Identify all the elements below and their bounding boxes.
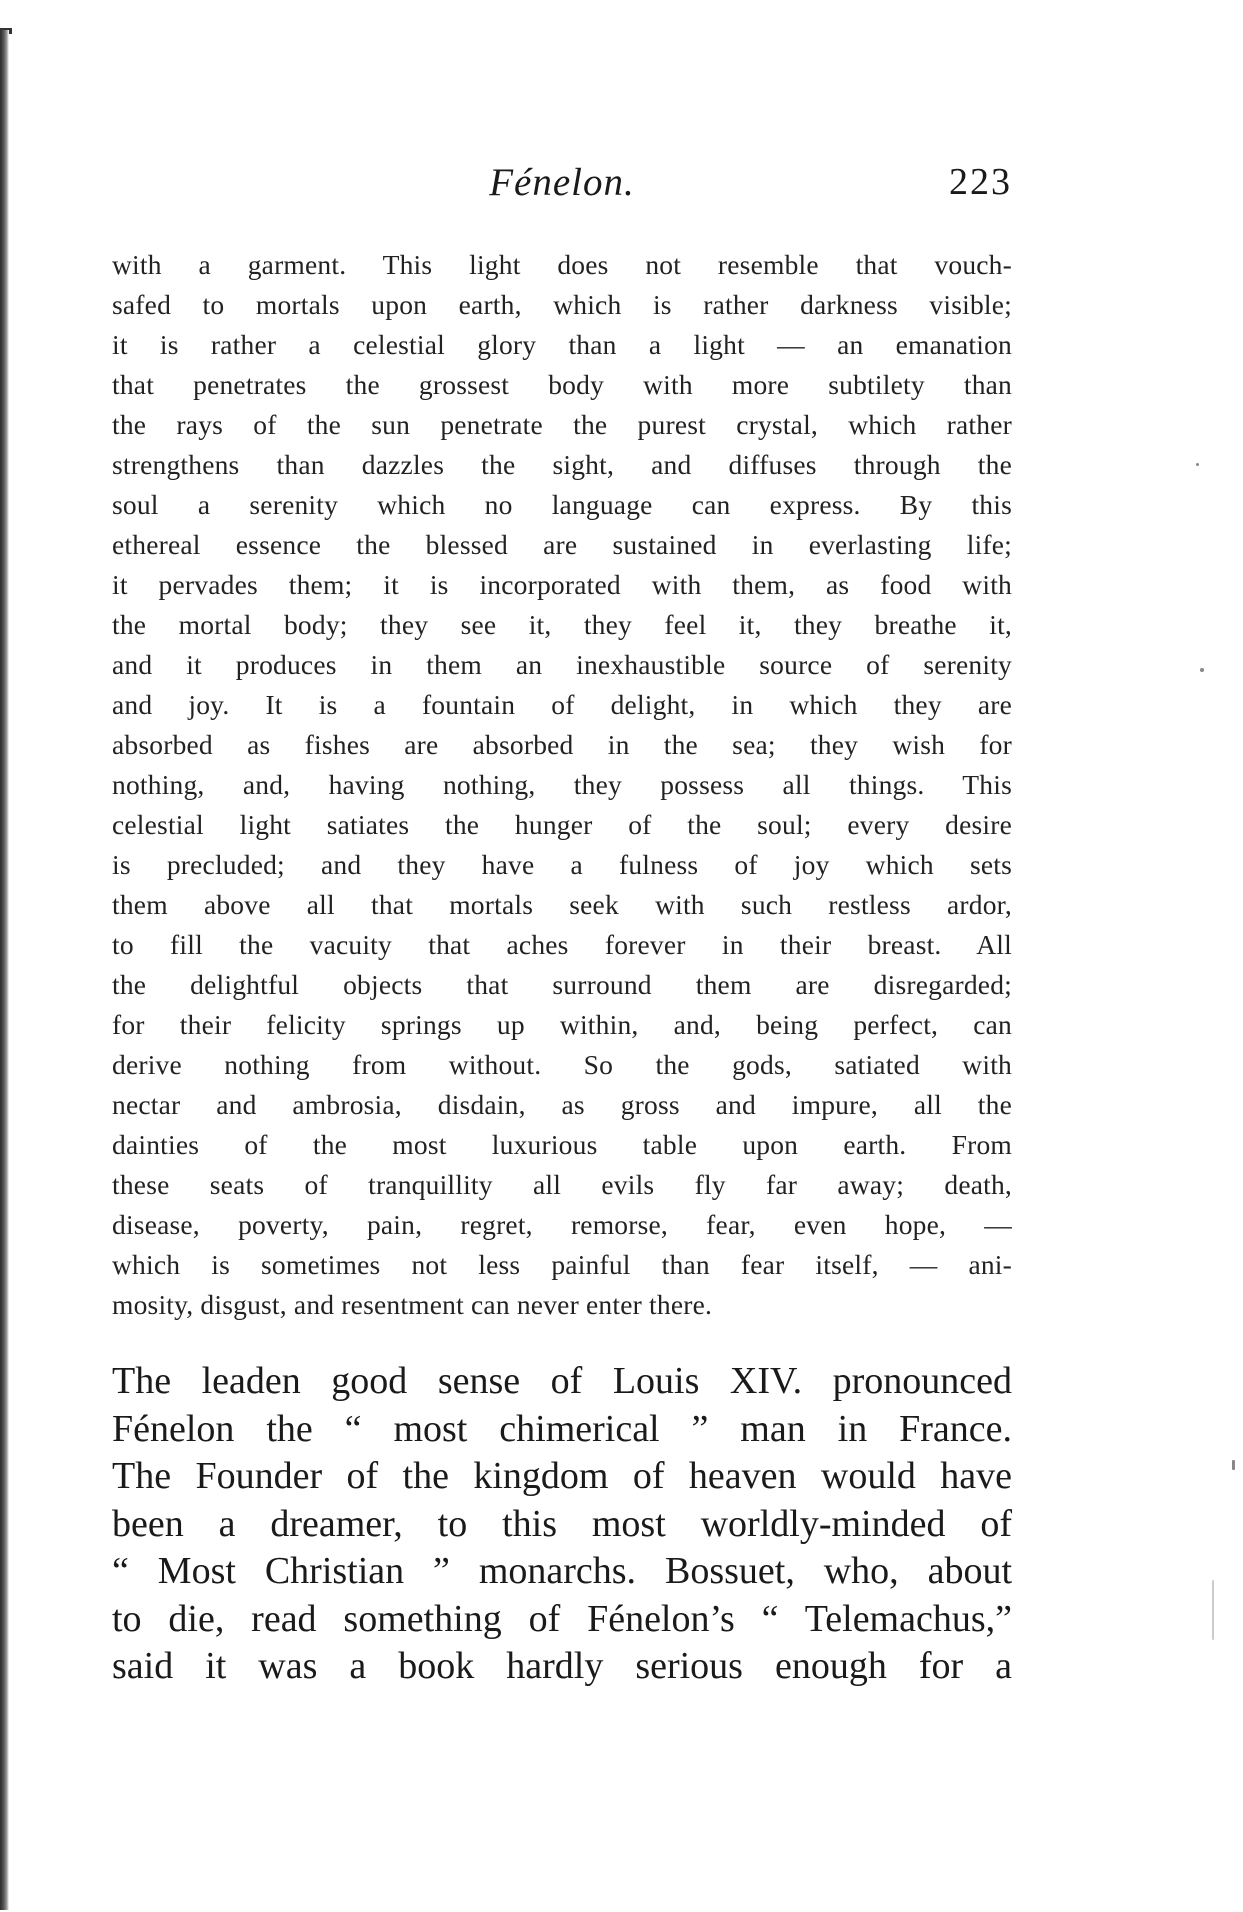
body-line: The leaden good sense of Louis XIV. pronounced bbox=[112, 1360, 1012, 1402]
running-head: Fénelon. bbox=[489, 161, 635, 204]
quote-line: the rays of the sun penetrate the purest crystal, which rather bbox=[112, 409, 1012, 440]
body-paragraph bbox=[112, 1358, 1012, 1691]
scan-speck bbox=[1200, 668, 1204, 672]
body-line: been a dreamer, to this most worldly-minded of bbox=[112, 1502, 1012, 1545]
quote-line: them above all that mortals seek with such restless ardor, bbox=[112, 889, 1012, 920]
quote-line: with a garment. This light does not resemble that vouch- bbox=[112, 249, 1012, 280]
body-line: “ Most Christian ” monarchs. Bossuet, who, about bbox=[112, 1550, 1012, 1592]
quote-line: nectar and ambrosia, disdain, as gross and impure, all the bbox=[112, 1089, 1012, 1120]
quote-line: dainties of the most luxurious table upon earth. From bbox=[112, 1129, 1012, 1160]
quote-line: to fill the vacuity that aches forever in their breast. All bbox=[112, 929, 1012, 960]
quote-line: it is rather a celestial glory than a light — an emanation bbox=[112, 329, 1012, 360]
quote-line: ethereal essence the blessed are sustained in everlasting life; bbox=[112, 529, 1012, 560]
quote-line: mosity, disgust, and resentment can never enter there. bbox=[112, 1289, 713, 1320]
quote-line: soul a serenity which no language can express. By this bbox=[112, 489, 1012, 520]
page-number: 223 bbox=[949, 161, 1012, 203]
scan-speck bbox=[1212, 1580, 1214, 1640]
quote-line: strengthens than dazzles the sight, and diffuses through the bbox=[112, 449, 1012, 480]
scan-speck bbox=[1196, 463, 1199, 466]
scan-binding-edge bbox=[0, 30, 9, 1910]
scan-speck bbox=[1232, 1460, 1235, 1470]
quote-line: and it produces in them an inexhaustible source of serenity bbox=[112, 649, 1012, 680]
quote-line: absorbed as fishes are absorbed in the sea; they wish for bbox=[112, 729, 1012, 760]
body-line: Fénelon the “ most chimerical ” man in France. bbox=[112, 1407, 1012, 1450]
quote-line: the mortal body; they see it, they feel it, they breathe it, bbox=[112, 609, 1012, 640]
quote-line: that penetrates the grossest body with more subtilety than bbox=[112, 369, 1012, 400]
quoted-passage bbox=[112, 245, 1012, 1325]
quote-line: derive nothing from without. So the gods, satiated with bbox=[112, 1049, 1012, 1080]
page-header bbox=[112, 160, 1012, 220]
body-line: to die, read something of Fénelon’s “ Telemachus,” bbox=[112, 1597, 1012, 1640]
body-line: The Founder of the kingdom of heaven would have bbox=[112, 1455, 1012, 1497]
quote-line: these seats of tranquillity all evils fly far away; death, bbox=[112, 1169, 1012, 1200]
quote-line: which is sometimes not less painful than fear itself, — ani- bbox=[112, 1249, 1012, 1280]
quote-line: safed to mortals upon earth, which is rather darkness visible; bbox=[112, 289, 1012, 320]
quote-line: it pervades them; it is incorporated with them, as food with bbox=[112, 569, 1012, 600]
quote-line: nothing, and, having nothing, they possess all things. This bbox=[112, 769, 1012, 800]
quote-line: celestial light satiates the hunger of the soul; every desire bbox=[112, 809, 1012, 840]
quote-line: for their felicity springs up within, and, being perfect, can bbox=[112, 1009, 1012, 1040]
quote-line: disease, poverty, pain, regret, remorse, fear, even hope, — bbox=[112, 1209, 1012, 1240]
body-line: said it was a book hardly serious enough for a bbox=[112, 1645, 1012, 1687]
quote-line: the delightful objects that surround them are disregarded; bbox=[112, 969, 1012, 1000]
quote-line: and joy. It is a fountain of delight, in which they are bbox=[112, 689, 1012, 720]
quote-line: is precluded; and they have a fulness of joy which sets bbox=[112, 849, 1012, 880]
